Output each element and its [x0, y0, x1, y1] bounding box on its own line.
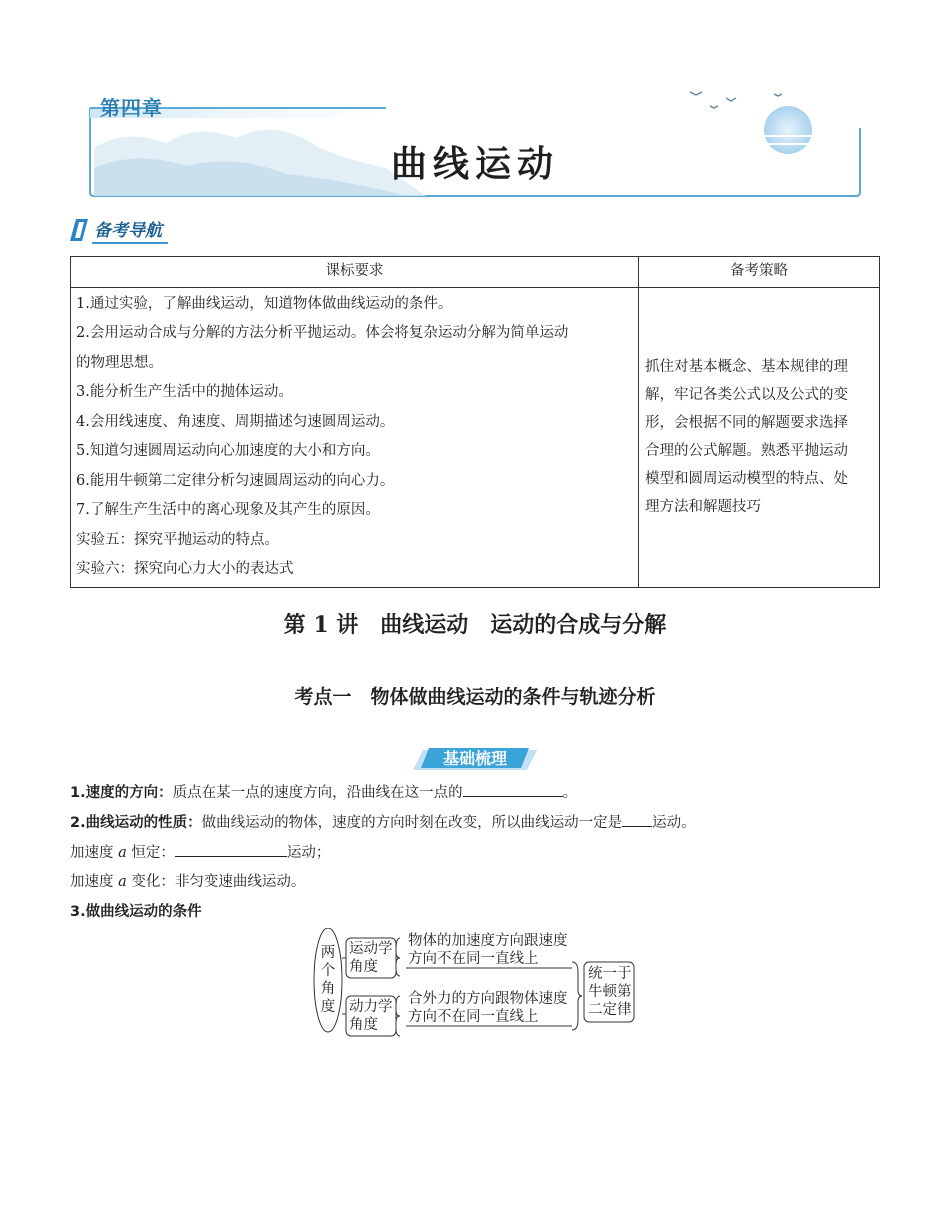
condition-diagram [310, 928, 640, 1038]
oval-char: 个 [320, 963, 336, 979]
strategy-line: 模型和圆周运动模型的特点、处 [645, 471, 848, 487]
point-3-number: 3 [70, 904, 81, 920]
acceleration-variable-line [70, 872, 305, 892]
acceleration-constant-line [70, 842, 330, 863]
condition-line: 方向不在同一直线上 [408, 1009, 539, 1025]
line-end: 运动； [286, 845, 331, 861]
result-line: 二定律 [588, 1002, 632, 1018]
strategy-line: 理方法和解题技巧 [645, 499, 761, 515]
nav-label: 备考导航 [92, 216, 168, 244]
requirement-line: 2.会用运动合成与分解的方法分析平抛运动。体会将复杂运动分解为简单运动 [76, 325, 569, 341]
result-line: 牛顿第 [588, 984, 632, 1000]
requirement-line: 的物理思想。 [76, 354, 163, 371]
result-line: 统一于 [588, 966, 632, 982]
point-1-title: .速度的方向： [80, 785, 173, 801]
line-prefix: 加速度 [70, 874, 119, 890]
strategy-line: 合理的公式解题。熟悉平抛运动 [645, 443, 848, 459]
point-3 [70, 902, 202, 922]
condition-line: 方向不在同一直线上 [408, 951, 539, 967]
requirement-line: 5.知道匀速圆周运动向心加速度的大小和方向。 [76, 443, 380, 459]
condition-line: 物体的加速度方向跟速度 [408, 933, 568, 949]
kinematics-box [349, 940, 393, 976]
dynamics-condition [408, 990, 568, 1026]
chapter-tag: 第四章 [100, 96, 163, 120]
oval-label [319, 944, 337, 1016]
oval-char: 度 [320, 999, 336, 1015]
point-1-number: 1 [70, 785, 81, 801]
section-title: 考点一 物体做曲线运动的条件与轨迹分析 [294, 686, 656, 708]
point-2-text: 做曲线运动的物体，速度的方向时刻在改变，所以曲线运动一定是 [201, 815, 623, 831]
point-2-number: 2 [70, 815, 81, 831]
requirement-line: 1.通过实验，了解曲线运动，知道物体做曲线运动的条件。 [76, 295, 453, 312]
variable-a: a [118, 845, 127, 861]
requirements-cell [71, 287, 639, 587]
requirement-line: 4.会用线速度、角速度、周期描述匀速圆周运动。 [76, 413, 395, 430]
variable-a: a [118, 874, 127, 890]
point-3-title: .做曲线运动的条件 [80, 904, 202, 920]
table-row [71, 287, 880, 587]
requirements-table [70, 256, 880, 588]
table-header-row [71, 257, 880, 288]
fill-blank[interactable] [175, 842, 287, 857]
point-1 [70, 782, 577, 803]
chapter-title: 曲线运动 [390, 143, 559, 185]
point-1-end: 。 [562, 785, 578, 801]
strategy-line: 解，牢记各类公式以及公式的变 [645, 387, 848, 403]
fill-blank[interactable] [463, 782, 563, 797]
box-line: 角度 [349, 959, 378, 975]
strategy-line: 形，会根据不同的解题要求选择 [645, 415, 848, 431]
requirement-line: 3.能分析生产生活中的抛体运动。 [76, 384, 293, 400]
strategy-line: 抓住对基本概念、基本规律的理 [645, 359, 848, 375]
lecture-title: 第 1 讲 曲线运动 运动的合成与分解 [283, 612, 667, 638]
box-line: 动力学 [349, 999, 393, 1015]
point-2 [70, 812, 696, 833]
requirement-line: 实验五：探究平抛运动的特点。 [76, 531, 279, 548]
fill-blank[interactable] [622, 812, 652, 827]
kinematics-condition [408, 932, 568, 968]
point-1-text: 质点在某一点的速度方向，沿曲线在这一点的 [172, 785, 463, 801]
nav-section-tag [70, 217, 168, 243]
requirement-line: 6.能用牛顿第二定律分析匀速圆周运动的向心力。 [76, 472, 395, 489]
column-header-requirements: 课标要求 [71, 257, 639, 288]
point-2-end: 运动。 [652, 815, 696, 831]
box-line: 角度 [349, 1017, 378, 1033]
column-header-strategy: 备考策略 [639, 257, 880, 288]
condition-line: 合外力的方向跟物体速度 [408, 991, 568, 1007]
box-line: 运动学 [349, 941, 393, 957]
line-text: 变化：非匀变速曲线运动。 [126, 874, 306, 890]
line-text: 恒定： [126, 845, 175, 861]
requirement-line: 实验六：探究向心力大小的表达式 [76, 561, 294, 577]
basics-tag-label: 基础梳理 [442, 749, 507, 768]
dynamics-box [349, 998, 393, 1034]
requirement-line: 7.了解生产生活中的离心现象及其产生的原因。 [76, 502, 380, 518]
nav-bars-icon [70, 219, 88, 241]
result-box [588, 965, 632, 1019]
oval-char: 两 [320, 945, 336, 961]
line-prefix: 加速度 [70, 845, 119, 861]
strategy-cell [639, 287, 880, 587]
oval-char: 角 [320, 981, 336, 997]
point-2-title: .曲线运动的性质： [80, 815, 202, 831]
